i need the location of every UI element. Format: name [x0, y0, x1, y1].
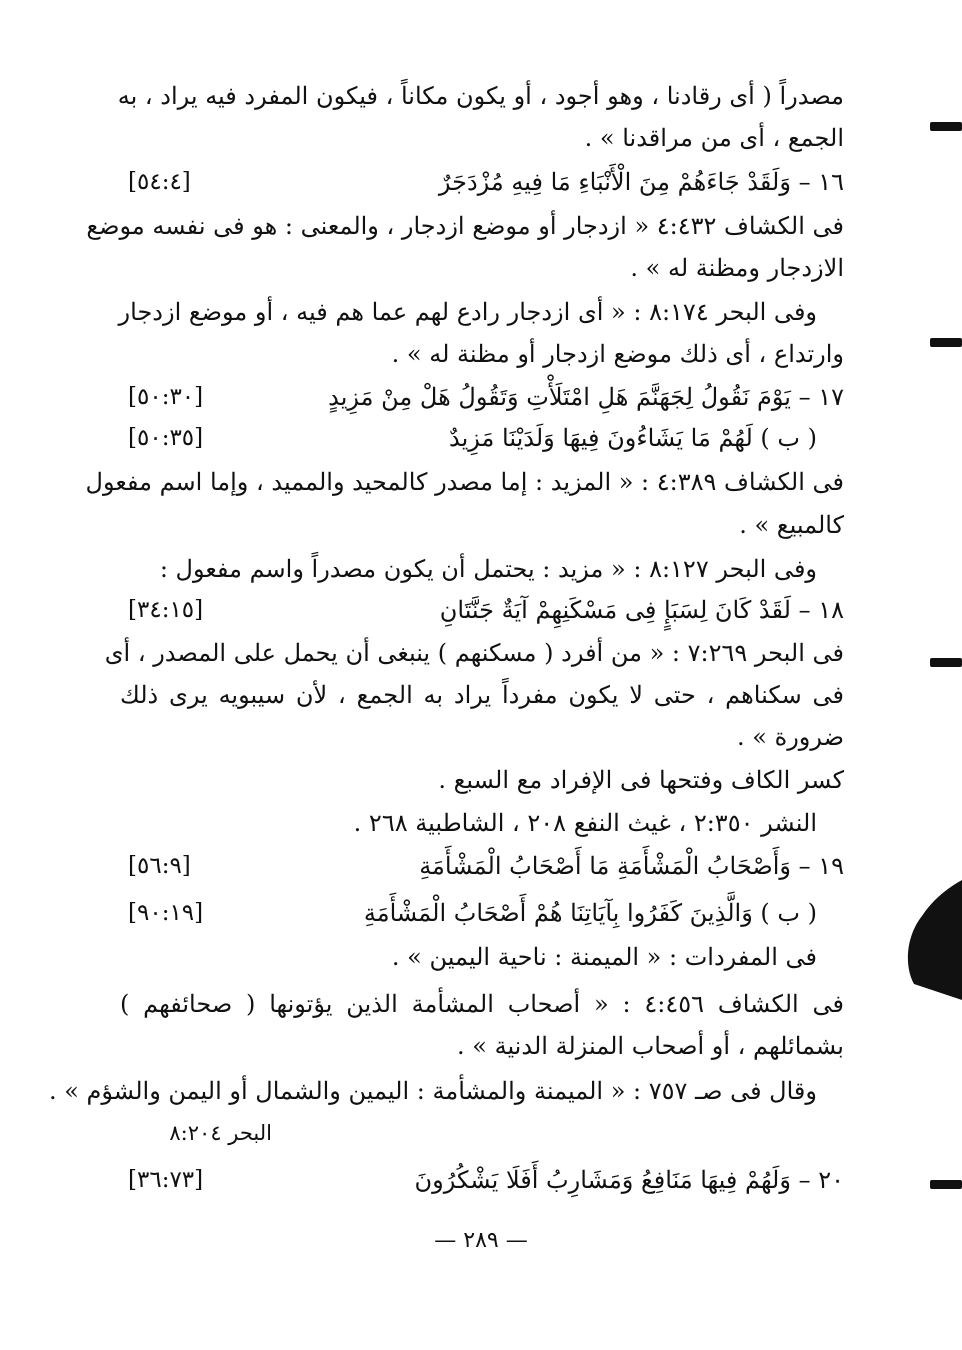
scan-mark — [930, 122, 962, 131]
text-line: وارتداع ، أى ذلك موضع ازدجار أو مظنة له » . — [391, 340, 844, 368]
verse-19: ١٩ – وَأَصْحَابُ الْمَشْأَمَةِ مَا أَصْحَابُ الْمَشْأَمَةِ — [419, 852, 844, 880]
verse-reference: [٩٠:١٩] — [128, 900, 204, 926]
scan-mark — [930, 658, 962, 667]
scan-shadow — [900, 880, 962, 1000]
text-line: فى المفردات : « الميمنة : ناحية اليمين » . — [391, 943, 817, 971]
text-line: ضرورة » . — [737, 723, 844, 751]
text-line: وفى البحر ٨:١٢٧ : « مزيد : يحتمل أن يكون مصدراً واسم مفعول : — [159, 555, 817, 583]
verse-17: ١٧ – يَوْمَ نَقُولُ لِجَهَنَّمَ هَلِ امْتَلَأْتِ وَتَقُولُ هَلْ مِنْ مَزِيدٍ — [328, 383, 844, 411]
text-line: بشمائلهم ، أو أصحاب المنزلة الدنية » . — [457, 1032, 844, 1060]
verse-18: ١٨ – لَقَدْ كَانَ لِسَبَإٍ فِى مَسْكَنِهِمْ آيَةٌ جَنَّتَانِ — [439, 596, 844, 624]
verse-reference: [٣٦:٧٣] — [128, 1167, 204, 1193]
verse-20: ٢٠ – وَلَهُمْ فِيهَا مَنَافِعُ وَمَشَارِبُ أَفَلَا يَشْكُرُونَ — [414, 1166, 844, 1194]
verse-16: ١٦ – وَلَقَدْ جَاءَهُمْ مِنَ الْأَنْبَاءِ مَا فِيهِ مُزْدَجَرٌ — [438, 168, 844, 196]
verse-reference: [٥٦:٩] — [128, 853, 191, 879]
text-line: كالمبيع » . — [739, 511, 844, 539]
scan-mark — [930, 338, 962, 347]
text-line: الازدجار ومظنة له » . — [630, 254, 844, 282]
text-line: فى سكناهم ، حتى لا يكون مفرداً يراد به الجمع ، لأن سيبويه يرى ذلك — [120, 681, 844, 709]
text-line: مصدراً ( أى رقادنا ، وهو أجود ، أو يكون مكاناً ، فيكون المفرد فيه يراد ، به — [117, 82, 844, 110]
text-line: فى الكشاف ٤:٤٣٢ « ازدجار أو موضع ازدجار ، والمعنى : هو فى نفسه موضع — [86, 212, 844, 240]
scan-mark — [930, 1180, 962, 1189]
verse-reference: [٥٠:٣٥] — [128, 425, 204, 451]
verse-reference: [٣٤:١٥] — [128, 597, 204, 623]
text-line: فى الكشاف ٤:٤٥٦ : « أصحاب المشأمة الذين يؤتونها ( صحائفهم ) — [120, 990, 844, 1018]
verse-17b: ( ب ) لَهُمْ مَا يَشَاءُونَ فِيهَا وَلَدَيْنَا مَزِيدٌ — [449, 424, 817, 452]
text-line: الجمع ، أى من مراقدنا » . — [584, 124, 844, 152]
verse-19b: ( ب ) وَالَّذِينَ كَفَرُوا بِآيَاتِنَا هُمْ أَصْحَابُ الْمَشْأَمَةِ — [363, 899, 817, 927]
text-line: كسر الكاف وفتحها فى الإفراد مع السبع . — [438, 766, 844, 794]
text-line: فى الكشاف ٤:٣٨٩ : « المزيد : إما مصدر كالمحيد والمميد ، وإما اسم مفعول — [85, 468, 844, 496]
verse-reference: [٥٤:٤] — [128, 169, 191, 195]
page-number: — ٢٨٩ — — [434, 1228, 528, 1253]
verse-reference: [٥٠:٣٠] — [128, 384, 204, 410]
text-line: البحر ٨:٢٠٤ — [169, 1121, 272, 1145]
text-line: وفى البحر ٨:١٧٤ : « أى ازدجار رادع لهم عما هم فيه ، أو موضع ازدجار — [118, 298, 817, 326]
text-line: وقال فى صـ ٧٥٧ : « الميمنة والمشأمة : اليمين والشمال أو اليمن والشؤم » . — [48, 1077, 817, 1105]
text-line: فى البحر ٧:٢٦٩ : « من أفرد ( مسكنهم ) ينبغى أن يحمل على المصدر ، أى — [104, 639, 844, 667]
text-line: النشر ٢:٣٥٠ ، غيث النفع ٢٠٨ ، الشاطبية ٢٦٨ . — [353, 809, 817, 837]
